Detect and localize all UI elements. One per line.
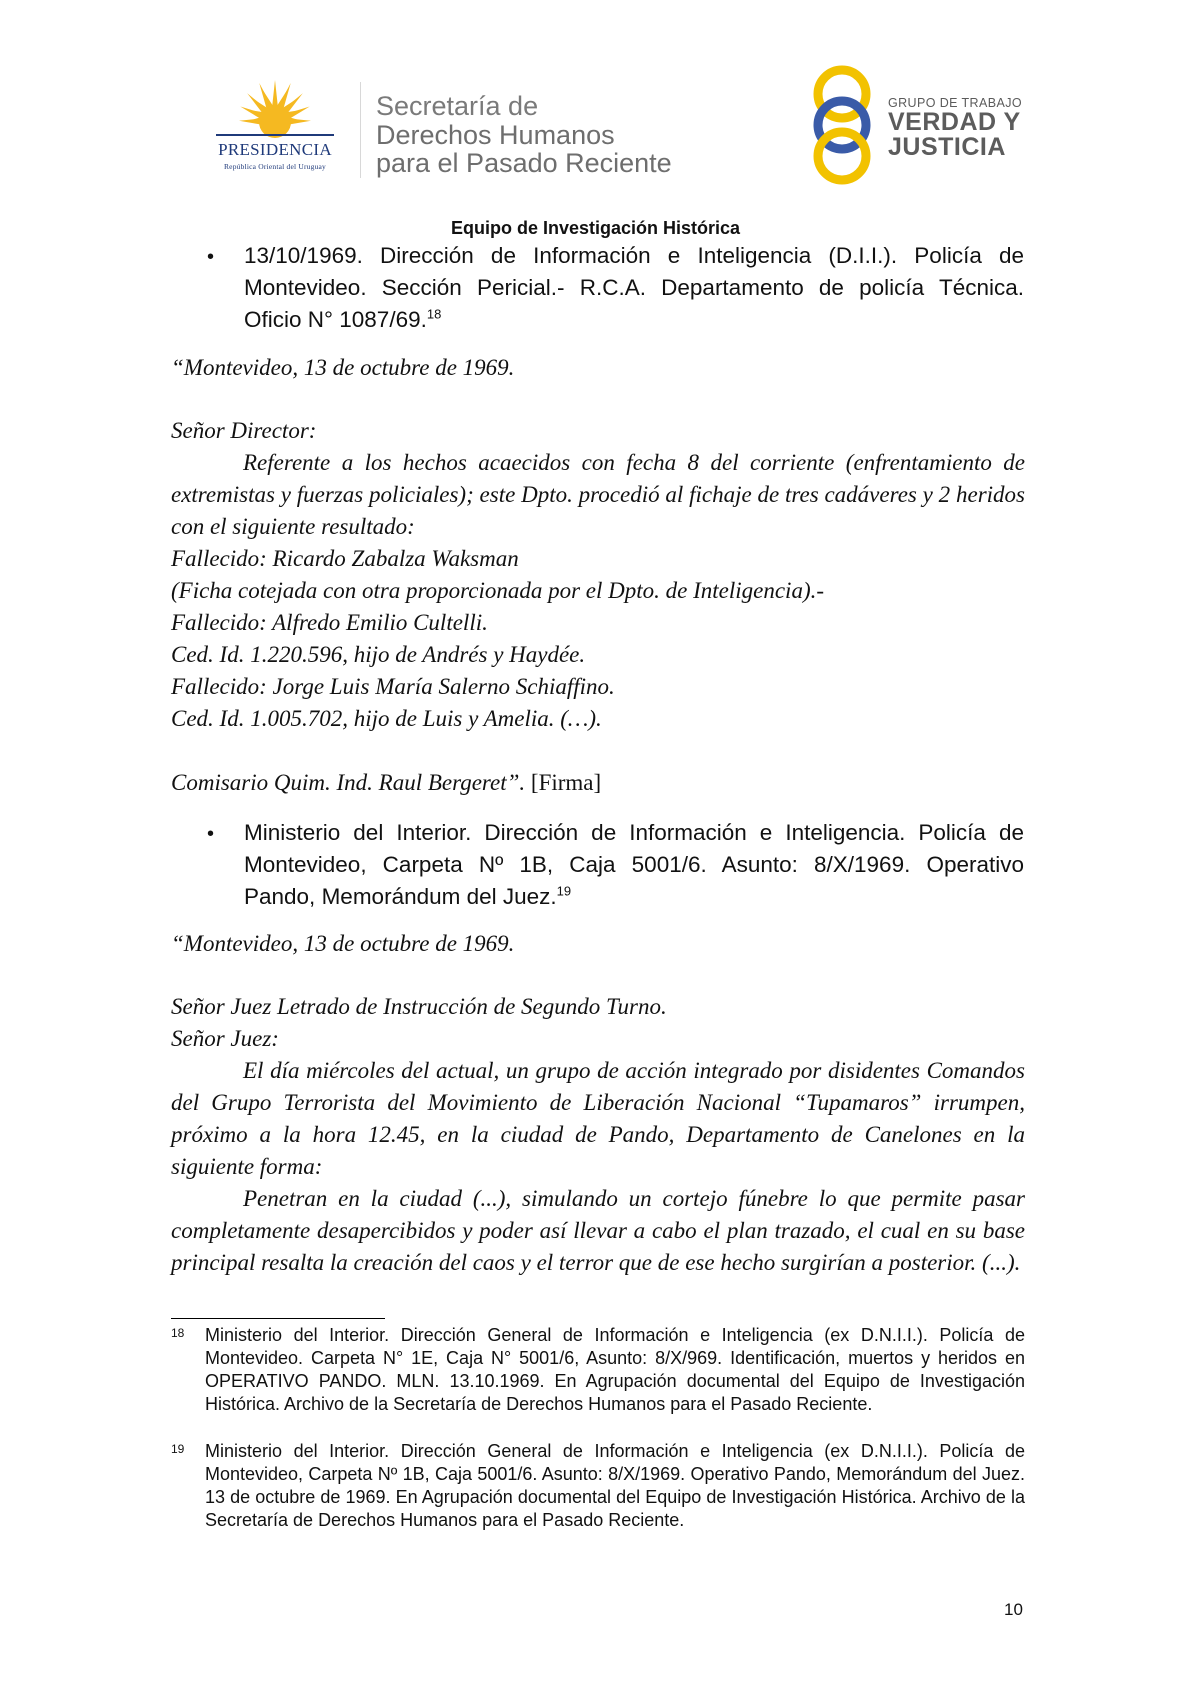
sun-icon bbox=[196, 78, 354, 142]
doc1-salutation: Señor Director: bbox=[171, 418, 317, 443]
gtvj-line3: JUSTICIA bbox=[888, 133, 1006, 161]
gtvj-line2: VERDAD Y bbox=[888, 108, 1021, 136]
doc1-line: Fallecido: Alfredo Emilio Cultelli. bbox=[171, 610, 488, 635]
doc1-line: Fallecido: Ricardo Zabalza Waksman bbox=[171, 546, 519, 571]
secretaria-line1: Secretaría de bbox=[376, 91, 539, 121]
doc1-line: (Ficha cotejada con otra proporcionada por el Dpto. de Inteligencia).- bbox=[171, 578, 825, 603]
presidencia-logo bbox=[196, 78, 354, 178]
footnote-text: Ministerio del Interior. Dirección General de Información e Inteligencia (ex D.N.I.I.). Policía de Montevideo, Carpeta Nº 1B, Caja 5001/6. Asunto: 8/X/1969. Operativo Pando, Memorándum del Juez. 13 de octubre de 1969. En Agrupación documental del Equipo de Investigación Histórica. Archivo de la Secretaría de Derechos Humanos para el Pasado Reciente. bbox=[205, 1441, 1025, 1530]
presidencia-name: PRESIDENCIA bbox=[218, 140, 332, 159]
bullet-icon: • bbox=[207, 246, 215, 268]
doc1-line: Ced. Id. 1.005.702, hijo de Luis y Amelia. (…). bbox=[171, 706, 602, 731]
gtvj-logo bbox=[808, 62, 1028, 188]
secretaria-logotype bbox=[376, 92, 672, 177]
rings-icon bbox=[808, 62, 884, 188]
footnote-number: 18 bbox=[171, 1326, 185, 1340]
team-title: Equipo de Investigación Histórica bbox=[450, 218, 741, 238]
citation-2-line1: Ministerio del Interior. Dirección de Información e Inteligencia. Policía de bbox=[244, 820, 1024, 845]
secretaria-line3: para el Pasado Reciente bbox=[376, 148, 672, 178]
presidencia-subtitle: República Oriental del Uruguay bbox=[223, 162, 326, 171]
source-citation-1 bbox=[244, 240, 1024, 336]
doc1-line: Fallecido: Jorge Luis María Salerno Schiaffino. bbox=[171, 674, 615, 699]
citation-1-line1: 13/10/1969. Dirección de Información e Inteligencia (D.I.I.). Policía de bbox=[244, 243, 1024, 268]
doc1-date: “Montevideo, 13 de octubre de 1969. bbox=[171, 355, 515, 380]
doc1-signature-note: [Firma] bbox=[530, 770, 602, 795]
footnote-ref-18[interactable]: 18 bbox=[426, 306, 442, 322]
footnote-text: Ministerio del Interior. Dirección General de Información e Inteligencia (ex D.N.I.I.). Policía de Montevideo. Carpeta N° 1E, Caja N° 5001/6, Asunto: 8/X/969. Identificación, muertos y heridos en OPERATIVO PANDO. MLN. 13.10.1969. En Agrupación documental del Equipo de Investigación Histórica. Archivo de la Secretaría de Derechos Humanos para el Pasado Reciente. bbox=[205, 1325, 1025, 1414]
secretaria-line2: Derechos Humanos bbox=[376, 120, 615, 150]
gtvj-line1: GRUPO DE TRABAJO bbox=[888, 96, 1022, 110]
doc2-addressee: Señor Juez Letrado de Instrucción de Segundo Turno. bbox=[171, 994, 667, 1019]
citation-2-line3: Pando, Memorándum del Juez.$^{19}$ bbox=[244, 883, 572, 909]
doc2-paragraph-2: Penetran en la ciudad (...), simulando un cortejo fúnebre lo que permite pasar completamente desapercibidos y poder así llevar a cabo el plan trazado, el cual en su base principal resalta la creación del caos y el terror que de ese hecho surgirían a posterior. (...). bbox=[171, 1186, 1025, 1275]
gtvj-text bbox=[888, 96, 1022, 160]
doc1-signature: Comisario Quim. Ind. Raul Bergeret”. bbox=[171, 770, 526, 795]
doc1-signature-line bbox=[171, 767, 1025, 799]
citation-2-line2: Montevideo, Carpeta Nº 1B, Caja 5001/6. Asunto: 8/X/1969. Operativo bbox=[244, 852, 1024, 877]
citation-1-line3: Oficio N° 1087/69.18 bbox=[244, 306, 442, 332]
doc2-salutation: Señor Juez: bbox=[171, 1026, 279, 1051]
footnote-separator bbox=[171, 1318, 385, 1319]
footnote-ref-19[interactable]: 19 bbox=[556, 883, 572, 899]
citation-1-line2: Montevideo. Sección Pericial.- R.C.A. Departamento de policía Técnica. bbox=[244, 275, 1024, 300]
doc2-date: “Montevideo, 13 de octubre de 1969. bbox=[171, 931, 515, 956]
header-divider bbox=[360, 82, 361, 178]
source-citation-2 bbox=[244, 817, 1024, 913]
doc1-line: Ced. Id. 1.220.596, hijo de Andrés y Haydée. bbox=[171, 642, 586, 667]
page-number: 10 bbox=[1004, 1600, 1023, 1619]
footnote-number: 19 bbox=[171, 1442, 185, 1456]
doc1-paragraph: Referente a los hechos acaecidos con fecha 8 del corriente (enfrentamiento de extremistas y fuerzas policiales); este Dpto. procedió al fichaje de tres cadáveres y 2 heridos con el siguiente resultado: bbox=[171, 450, 1025, 539]
doc2-paragraph-1: El día miércoles del actual, un grupo de acción integrado por disidentes Comandos del Grupo Terrorista del Movimiento de Liberación Nacional “Tupamaros” irrumpen, próximo a la hora 12.45, en la ciudad de Pando, Departamento de Canelones en la siguiente forma: bbox=[171, 1058, 1025, 1179]
bullet-icon: • bbox=[207, 823, 215, 845]
